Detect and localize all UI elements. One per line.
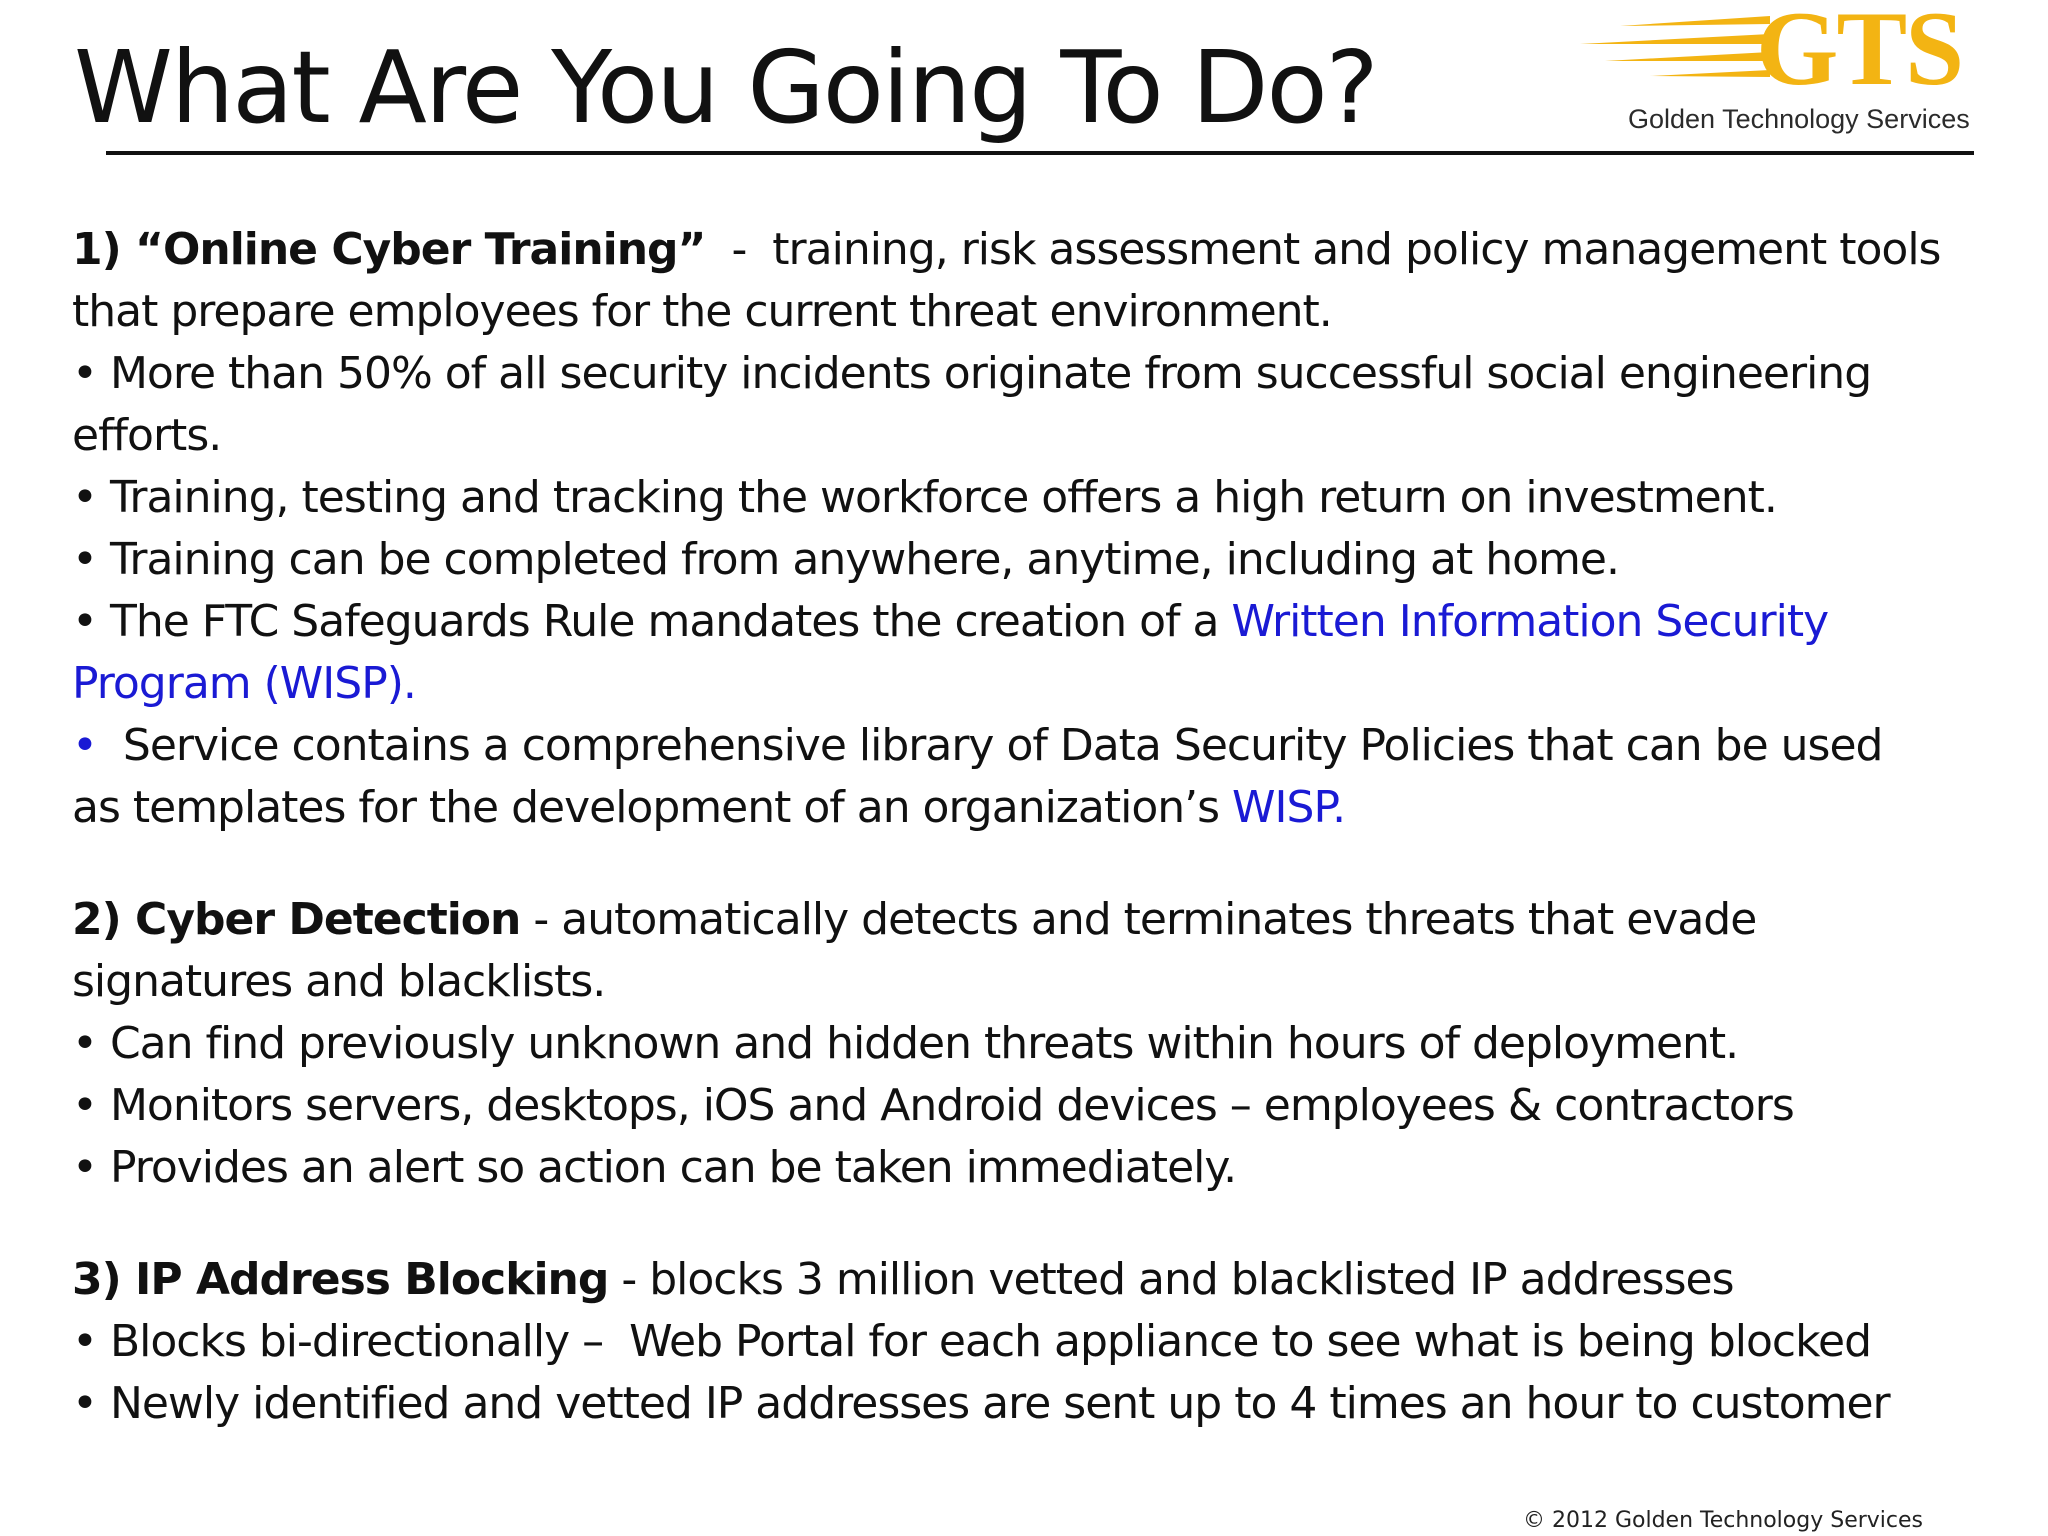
section-2-intro [72, 889, 1902, 951]
section-1-bullet-5 [72, 715, 1902, 777]
section-1-bullet-5-cont-text: as templates for the development of an organization’s [72, 782, 1233, 833]
section-2-bullet-3: • Provides an alert so action can be taken immediately. [72, 1142, 1237, 1193]
section-spacer [72, 1199, 1902, 1249]
section-1-bullet-5-cont [72, 777, 1902, 839]
copyright-footer: © 2012 Golden Technology Services [1522, 1508, 1923, 1533]
section-1-bullet-4-cont: Program (WISP). [72, 658, 416, 709]
section-2-heading: 2) Cyber Detection [72, 894, 521, 945]
section-2-intro-text: - automatically detects and terminates threats that evade [520, 894, 1757, 945]
section-3-bullet-1: • Blocks bi-directionally – Web Portal for each appliance to see what is being blocked [72, 1316, 1872, 1367]
logo-company-name: Golden Technology Services [1628, 104, 1970, 134]
title-underline [106, 151, 1974, 155]
section-1-bullet-4 [72, 591, 1902, 653]
section-2-bullet-1: • Can find previously unknown and hidden threats within hours of deployment. [72, 1018, 1739, 1069]
section-spacer [72, 839, 1902, 889]
slide-title: What Are You Going To Do? [74, 29, 1377, 146]
section-1-intro-cont: that prepare employees for the current threat environment. [72, 286, 1332, 337]
gts-logo [1580, 0, 1970, 146]
blue-bullet: • [72, 720, 97, 771]
section-1-bullet-5-text: Service contains a comprehensive library of Data Security Policies that can be used [96, 720, 1883, 771]
section-1-bullet-1: • More than 50% of all security incidents originate from successful social engineering [72, 348, 1872, 399]
speed-lines-graphic [1580, 6, 1780, 96]
section-3-bullet-2: • Newly identified and vetted IP addresses are sent up to 4 times an hour to customer [72, 1378, 1890, 1429]
section-3-intro [72, 1249, 1902, 1311]
slide-body [72, 219, 1941, 1435]
section-1-intro-text: - training, risk assessment and policy management tools [705, 224, 1941, 275]
section-2-bullet-2: • Monitors servers, desktops, iOS and Android devices – employees & contractors [72, 1080, 1794, 1131]
section-1-bullet-3: • Training can be completed from anywhere, anytime, including at home. [72, 534, 1619, 585]
section-1-heading: 1) “Online Cyber Training” [72, 224, 706, 275]
section-3-heading: 3) IP Address Blocking [72, 1254, 609, 1305]
section-1-bullet-4-text: • The FTC Safeguards Rule mandates the creation of a [72, 596, 1232, 647]
section-3-intro-text: - blocks 3 million vetted and blacklisted IP addresses [608, 1254, 1734, 1305]
section-1-bullet-2: • Training, testing and tracking the workforce offers a high return on investment. [72, 472, 1777, 523]
wisp-link-text: Written Information Security [1231, 596, 1829, 647]
section-2-intro-cont: signatures and blacklists. [72, 956, 606, 1007]
section-1-bullet-1-cont: efforts. [72, 410, 222, 461]
wisp-acronym: WISP. [1232, 782, 1346, 833]
section-1-intro [72, 219, 1941, 281]
logo-wordmark: GTS [1756, 0, 1963, 107]
